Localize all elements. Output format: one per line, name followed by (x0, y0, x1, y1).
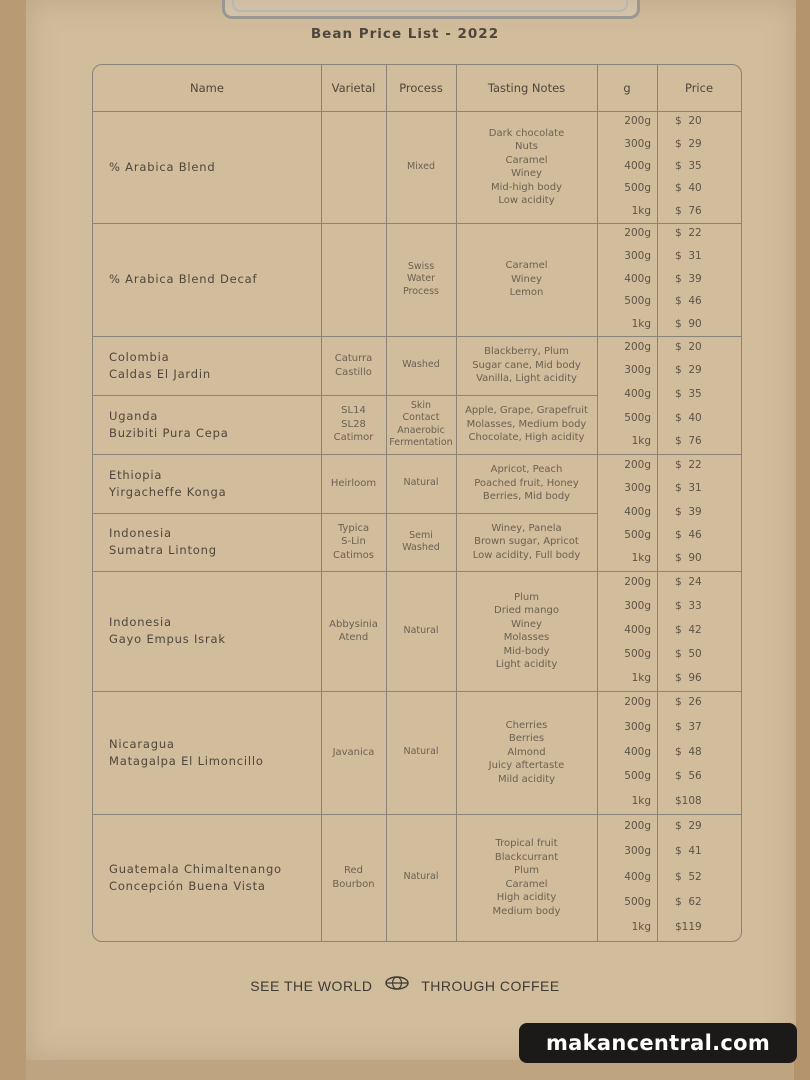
size-label: 200g (624, 696, 651, 709)
coffee-name (93, 454, 337, 513)
tasting-note: Dark chocolate (488, 127, 565, 139)
process-cell: Natural (403, 871, 439, 883)
process-cell: Natural (403, 624, 439, 636)
tasting-notes-cell (456, 395, 597, 454)
varietal-cell (321, 111, 386, 223)
size-label: 200g (624, 340, 651, 353)
price-label: $ 33 (675, 600, 702, 612)
tasting-notes-cell (456, 111, 597, 223)
coffee-name-line2: Buzibiti Pura Cepa (109, 425, 229, 440)
tasting-note: Mild acidity (497, 773, 556, 785)
coffee-name-line1: Indonesia (109, 526, 172, 540)
size-label: 400g (624, 745, 651, 758)
tasting-note: Caramel (505, 154, 548, 166)
price-label: $ 46 (675, 528, 702, 541)
size-label: 1kg (631, 435, 651, 448)
process-cell: Semi Washed (402, 529, 440, 553)
clipboard-edge-left (0, 0, 26, 1080)
size-label: 400g (624, 388, 651, 400)
header-grams: g (623, 81, 631, 95)
price-label: $ 22 (675, 227, 702, 240)
size-label: 500g (624, 895, 651, 908)
size-label: 1kg (631, 794, 651, 807)
tasting-note: Blackcurrant (494, 851, 559, 863)
tasting-note: Lemon (509, 287, 544, 299)
tasting-notes-cell (456, 454, 597, 513)
size-label: 300g (624, 364, 651, 377)
price-group-divider (597, 336, 741, 337)
tasting-note: Apricot, Peach (490, 464, 563, 476)
tasting-notes-cell (456, 571, 597, 691)
globe-icon (385, 976, 409, 990)
tasting-note: Chocolate, High acidity (468, 432, 585, 444)
tasting-note: Apple, Grape, Grapefruit (465, 405, 588, 417)
tasting-note: Poached fruit, Honey (474, 477, 579, 489)
size-label: 200g (624, 819, 651, 832)
price-label: $ 39 (675, 505, 702, 518)
price-label: $ 20 (675, 340, 702, 353)
size-label: 500g (624, 770, 651, 783)
price-group-divider (597, 223, 741, 224)
watermark: makancentral.com (519, 1023, 797, 1063)
size-label: 1kg (631, 317, 651, 330)
tasting-note: Dried mango (494, 605, 559, 616)
coffee-name (93, 691, 337, 814)
tasting-note: Winey (511, 273, 542, 285)
price-label: $ 52 (675, 870, 702, 883)
size-label: 500g (624, 528, 651, 541)
varietal-cell: Heirloom (330, 477, 377, 489)
tasting-note: Cherries (505, 719, 548, 731)
price-label: $ 29 (675, 364, 702, 377)
coffee-name-line1: Nicaragua (109, 736, 175, 751)
coffee-name-line1: Ethiopia (109, 467, 163, 482)
size-label: 1kg (631, 204, 651, 217)
size-label: 500g (624, 648, 651, 660)
varietal-cell: Abbysinia Atend (329, 618, 378, 643)
price-label: $119 (675, 921, 702, 934)
size-label: 300g (624, 482, 651, 495)
tasting-note: Winey, Panela (491, 522, 562, 534)
size-label: 1kg (631, 921, 651, 934)
tasting-note: Low acidity (498, 195, 555, 206)
price-label: $ 48 (675, 745, 702, 758)
price-label: $ 22 (675, 458, 702, 471)
process-cell: Natural (403, 746, 439, 758)
tasting-note: Winey (511, 618, 542, 630)
tasting-notes-cell (456, 513, 597, 571)
tasting-note: Almond (507, 746, 546, 758)
coffee-name-line2: Caldas El Jardin (109, 366, 211, 381)
header-process: Process (399, 81, 443, 95)
price-label: $ 39 (675, 272, 702, 285)
tasting-note: Medium body (492, 905, 561, 917)
tasting-notes-cell (456, 223, 597, 336)
size-label: 1kg (631, 672, 651, 684)
coffee-name-line1: Colombia (109, 349, 170, 364)
tasting-note: Low acidity, Full body (472, 549, 581, 561)
price-label: $ 31 (675, 482, 702, 495)
header-tasting-notes: Tasting Notes (487, 81, 566, 95)
price-label: $ 37 (675, 720, 702, 733)
coffee-name (93, 571, 337, 691)
footer-text-left: SEE THE WORLD (250, 978, 373, 995)
coffee-name-line2: Concepción Buena Vista (109, 878, 266, 893)
tasting-note: Plum (514, 591, 539, 603)
clipboard-clip-inner (232, 0, 628, 12)
coffee-name-line1: % Arabica Blend (109, 159, 216, 174)
tasting-note: Brown sugar, Apricot (474, 536, 579, 548)
price-group-divider (597, 571, 741, 572)
tasting-note: Blackberry, Plum (484, 346, 569, 358)
tasting-note: Mid-high body (490, 181, 563, 193)
size-label: 1kg (631, 552, 651, 565)
size-label: 300g (624, 600, 651, 612)
size-label: 500g (624, 295, 651, 308)
size-label: 400g (624, 870, 651, 883)
tasting-note: Molasses, Medium body (466, 418, 587, 430)
clipboard-edge-right (794, 0, 810, 1080)
tasting-note: Sugar cane, Mid body (472, 359, 581, 371)
size-label: 500g (624, 182, 651, 195)
price-label: $ 31 (675, 249, 702, 262)
coffee-name-line1: % Arabica Blend Decaf (109, 272, 258, 286)
header-varietal: Varietal (331, 81, 376, 95)
coffee-name-line2: Gayo Empus Israk (109, 632, 226, 646)
page-title: Bean Price List - 2022 (310, 26, 500, 42)
price-label: $ 76 (675, 435, 702, 448)
price-label: $ 56 (675, 770, 702, 783)
price-label: $ 40 (675, 182, 702, 195)
coffee-name (93, 336, 337, 395)
price-label: $ 20 (675, 115, 702, 128)
price-label: $ 40 (675, 411, 702, 424)
size-label: 200g (624, 458, 651, 471)
coffee-name (93, 814, 337, 941)
size-label: 400g (624, 160, 651, 172)
coffee-name-line2: Matagalpa El Limoncillo (109, 753, 264, 768)
tasting-note: Juicy aftertaste (488, 760, 565, 772)
size-label: 200g (624, 227, 651, 240)
size-label: 300g (624, 249, 651, 262)
price-label: $ 35 (675, 388, 702, 400)
coffee-name-line2: Yirgacheffe Konga (109, 484, 227, 499)
coffee-name-line1: Indonesia (109, 615, 172, 629)
price-label: $ 29 (675, 137, 702, 150)
price-label: $108 (675, 794, 702, 807)
price-label: $ 41 (675, 845, 702, 858)
size-label: 500g (624, 411, 651, 424)
tasting-note: Mid-body (503, 645, 550, 657)
footer-text-right: THROUGH COFFEE (421, 978, 560, 995)
varietal-cell: Typica S-Lin Catimos (333, 522, 374, 561)
varietal-cell (321, 223, 386, 336)
price-label: $ 35 (675, 160, 702, 172)
tasting-note: Vanilla, Light acidity (476, 373, 577, 385)
price-group-divider (597, 691, 741, 692)
tasting-note: Tropical fruit (495, 838, 558, 849)
price-label: $ 62 (675, 895, 702, 908)
tasting-note: Caramel (505, 878, 548, 890)
price-label: $ 29 (675, 819, 702, 832)
price-group-divider (597, 814, 741, 815)
tasting-notes-cell (456, 814, 597, 941)
varietal-cell: Javanica (332, 746, 375, 758)
coffee-name (93, 111, 337, 223)
process-cell: Skin Contact Anaerobic Fermentation (389, 399, 453, 448)
varietal-cell: SL14 SL28 Catimor (333, 405, 374, 444)
varietal-cell: Caturra Castillo (334, 353, 373, 378)
coffee-name-line2: Sumatra Lintong (109, 543, 217, 557)
tasting-notes-cell (456, 336, 597, 395)
footer-slogan (0, 976, 810, 994)
price-label: $ 26 (675, 696, 702, 709)
size-label: 400g (624, 272, 651, 285)
price-table (92, 64, 742, 942)
coffee-name (93, 223, 337, 336)
size-label: 200g (624, 115, 651, 128)
tasting-note: Winey (511, 168, 542, 179)
process-cell: Mixed (406, 160, 436, 172)
tasting-note: Berries, Mid body (482, 491, 571, 503)
size-label: 400g (624, 505, 651, 518)
header-name: Name (190, 81, 224, 95)
tasting-note: Nuts (515, 141, 538, 152)
size-label: 300g (624, 137, 651, 150)
size-label: 200g (624, 576, 651, 588)
tasting-note: Caramel (505, 260, 548, 272)
process-cell: Washed (402, 359, 440, 371)
col-divider-g (597, 65, 598, 941)
tasting-note: Berries (508, 733, 545, 745)
price-label: $ 90 (675, 317, 702, 330)
header-price: Price (684, 81, 714, 95)
size-label: 300g (624, 845, 651, 858)
coffee-name-line1: Guatemala Chimaltenango (109, 861, 282, 876)
price-label: $ 42 (675, 624, 702, 636)
price-label: $ 50 (675, 648, 702, 660)
price-label: $ 96 (675, 672, 702, 684)
tasting-note: Molasses (503, 632, 550, 643)
price-group-divider (597, 454, 741, 455)
process-cell: Swiss Water Process (402, 260, 440, 297)
process-cell: Natural (403, 477, 439, 489)
tasting-notes-cell (456, 691, 597, 814)
price-label: $ 46 (675, 295, 702, 308)
coffee-name-line1: Uganda (109, 408, 159, 423)
size-label: 400g (624, 624, 651, 636)
price-label: $ 24 (675, 576, 702, 588)
tasting-note: Light acidity (495, 659, 558, 670)
coffee-name (93, 395, 337, 454)
coffee-name (93, 513, 337, 571)
price-label: $ 90 (675, 552, 702, 565)
price-label: $ 76 (675, 204, 702, 217)
tasting-note: High acidity (496, 892, 557, 903)
col-divider-price (657, 65, 658, 941)
size-label: 300g (624, 720, 651, 733)
varietal-cell: Red Bourbon (332, 865, 375, 890)
tasting-note: Plum (514, 865, 539, 876)
